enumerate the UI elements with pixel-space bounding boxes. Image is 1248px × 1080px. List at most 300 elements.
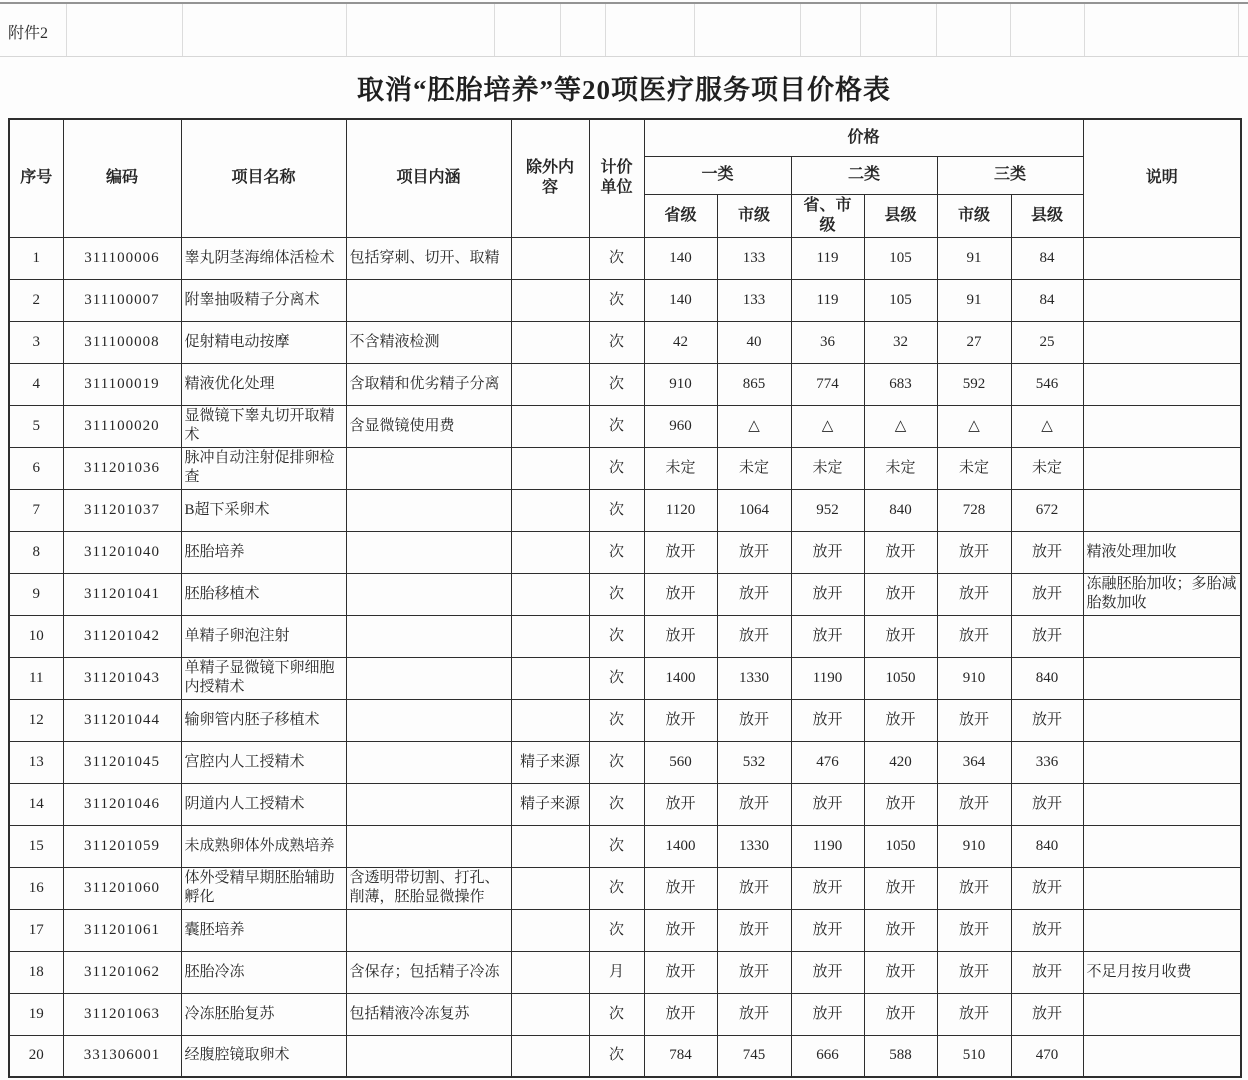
cell-price: 774 [791, 363, 864, 405]
gridline [346, 4, 347, 56]
cell-unit: 次 [589, 615, 644, 657]
cell-note [1083, 1035, 1241, 1077]
table-row [9, 447, 1241, 489]
cell-price: △ [717, 405, 791, 447]
cell-price: 40 [717, 321, 791, 363]
cell-item-name: 经腹腔镜取卵术 [181, 1035, 346, 1077]
header-class2: 二类 [791, 156, 937, 194]
cell-item-name: 未成熟卵体外成熟培养 [181, 825, 346, 867]
table-row [9, 615, 1241, 657]
cell-price: 放开 [717, 699, 791, 741]
table-row [9, 825, 1241, 867]
cell-price: 放开 [864, 531, 937, 573]
cell-serial: 10 [9, 615, 63, 657]
cell-price: 140 [644, 237, 717, 279]
table-row [9, 699, 1241, 741]
header-class1: 一类 [644, 156, 791, 194]
cell-price: 放开 [717, 909, 791, 951]
cell-price: 放开 [937, 573, 1011, 615]
cell-note: 冻融胚胎加收；多胎减胎数加收 [1083, 573, 1241, 615]
cell-price: 728 [937, 489, 1011, 531]
cell-code: 311201036 [63, 447, 181, 489]
cell-price: 546 [1011, 363, 1083, 405]
cell-price: 27 [937, 321, 1011, 363]
cell-excluded-content [511, 699, 589, 741]
cell-price: 592 [937, 363, 1011, 405]
table-body [9, 237, 1241, 1077]
cell-price: 532 [717, 741, 791, 783]
cell-serial: 2 [9, 279, 63, 321]
cell-code: 311201041 [63, 573, 181, 615]
cell-price: 未定 [791, 447, 864, 489]
cell-price: 放开 [644, 699, 717, 741]
cell-note [1083, 237, 1241, 279]
cell-price: 666 [791, 1035, 864, 1077]
cell-item-content: 含透明带切割、打孔、削薄，胚胎显微操作 [346, 867, 511, 909]
spreadsheet-top-row [0, 4, 1248, 57]
table-row [9, 363, 1241, 405]
cell-unit: 次 [589, 447, 644, 489]
cell-price: 放开 [864, 699, 937, 741]
cell-note: 精液处理加收 [1083, 531, 1241, 573]
cell-item-content: 含保存；包括精子冷冻 [346, 951, 511, 993]
cell-price: 1400 [644, 825, 717, 867]
header-notes: 说明 [1083, 119, 1241, 237]
cell-note [1083, 615, 1241, 657]
cell-price: 未定 [1011, 447, 1083, 489]
header-class2-prov-muni-label: 省、市级 [803, 196, 852, 234]
cell-price: 133 [717, 279, 791, 321]
cell-price: 25 [1011, 321, 1083, 363]
cell-price: 1050 [864, 825, 937, 867]
header-item-name: 项目名称 [181, 119, 346, 237]
cell-item-name: 阴道内人工授精术 [181, 783, 346, 825]
cell-note [1083, 363, 1241, 405]
cell-price: 放开 [717, 993, 791, 1035]
cell-price: 683 [864, 363, 937, 405]
header-class2-prov-muni [791, 194, 864, 237]
cell-serial: 6 [9, 447, 63, 489]
table-row [9, 909, 1241, 951]
cell-unit: 次 [589, 993, 644, 1035]
cell-item-content [346, 741, 511, 783]
title-band [0, 57, 1248, 118]
cell-price: 91 [937, 237, 1011, 279]
cell-item-name: 体外受精早期胚胎辅助孵化 [181, 867, 346, 909]
cell-unit: 次 [589, 573, 644, 615]
cell-price: 1064 [717, 489, 791, 531]
cell-note [1083, 279, 1241, 321]
cell-item-name: 胚胎冷冻 [181, 951, 346, 993]
header-class1-municipal: 市级 [717, 194, 791, 237]
cell-price: 放开 [644, 909, 717, 951]
cell-code: 311201059 [63, 825, 181, 867]
cell-note [1083, 825, 1241, 867]
cell-price: 放开 [717, 573, 791, 615]
cell-price: 放开 [937, 531, 1011, 573]
gridline [494, 4, 495, 56]
cell-note [1083, 867, 1241, 909]
cell-item-name: 睾丸阴茎海绵体活检术 [181, 237, 346, 279]
cell-item-name: 输卵管内胚子移植术 [181, 699, 346, 741]
cell-serial: 15 [9, 825, 63, 867]
cell-price: 放开 [937, 993, 1011, 1035]
gridline [800, 4, 801, 56]
cell-price: 1120 [644, 489, 717, 531]
cell-price: 放开 [864, 867, 937, 909]
cell-price: 放开 [644, 951, 717, 993]
header-code: 编码 [63, 119, 181, 237]
cell-price: 放开 [644, 531, 717, 573]
gridline [1084, 4, 1085, 56]
gridline [182, 4, 183, 56]
cell-item-content [346, 489, 511, 531]
cell-code: 311201042 [63, 615, 181, 657]
cell-serial: 7 [9, 489, 63, 531]
cell-unit: 次 [589, 741, 644, 783]
cell-price: 588 [864, 1035, 937, 1077]
cell-price: 840 [1011, 825, 1083, 867]
cell-note: 不足月按月收费 [1083, 951, 1241, 993]
cell-price: 放开 [791, 615, 864, 657]
cell-note [1083, 657, 1241, 699]
cell-price: 336 [1011, 741, 1083, 783]
cell-price: 放开 [1011, 783, 1083, 825]
cell-item-content [346, 573, 511, 615]
cell-code: 311100019 [63, 363, 181, 405]
gridline [560, 4, 561, 56]
cell-price: 952 [791, 489, 864, 531]
cell-item-content [346, 615, 511, 657]
cell-price: 放开 [791, 951, 864, 993]
cell-item-name: 单精子显微镜下卵细胞内授精术 [181, 657, 346, 699]
cell-excluded-content [511, 363, 589, 405]
header-row-1 [9, 119, 1241, 156]
table-row [9, 741, 1241, 783]
table-row [9, 951, 1241, 993]
cell-item-content [346, 279, 511, 321]
cell-unit: 次 [589, 321, 644, 363]
cell-price: 放开 [1011, 909, 1083, 951]
cell-code: 311201037 [63, 489, 181, 531]
page-title: 取消“胚胎培养”等20项医疗服务项目价格表 [357, 75, 891, 105]
cell-price: 476 [791, 741, 864, 783]
cell-code: 311201040 [63, 531, 181, 573]
cell-item-name: B超下采卵术 [181, 489, 346, 531]
cell-note [1083, 741, 1241, 783]
table-row [9, 993, 1241, 1035]
cell-price: 91 [937, 279, 1011, 321]
cell-code: 311100007 [63, 279, 181, 321]
cell-item-name: 囊胚培养 [181, 909, 346, 951]
cell-item-content [346, 657, 511, 699]
cell-price: 未定 [937, 447, 1011, 489]
cell-price: 1050 [864, 657, 937, 699]
cell-item-name: 胚胎移植术 [181, 573, 346, 615]
table-row [9, 237, 1241, 279]
cell-note [1083, 909, 1241, 951]
cell-price: 133 [717, 237, 791, 279]
cell-item-content: 包括穿刺、切开、取精 [346, 237, 511, 279]
cell-price: 140 [644, 279, 717, 321]
cell-code: 311100006 [63, 237, 181, 279]
cell-code: 311201063 [63, 993, 181, 1035]
cell-excluded-content: 精子来源 [511, 783, 589, 825]
cell-note [1083, 405, 1241, 447]
cell-price: 84 [1011, 279, 1083, 321]
cell-price: 放开 [1011, 573, 1083, 615]
header-excluded-content [511, 119, 589, 237]
gridline [936, 4, 937, 56]
cell-price: 910 [937, 657, 1011, 699]
cell-excluded-content [511, 1035, 589, 1077]
cell-excluded-content [511, 867, 589, 909]
cell-price: 放开 [1011, 951, 1083, 993]
table-row [9, 531, 1241, 573]
gridline [1010, 4, 1011, 56]
cell-price: 1330 [717, 825, 791, 867]
gridline [860, 4, 861, 56]
cell-price: 36 [791, 321, 864, 363]
cell-serial: 8 [9, 531, 63, 573]
cell-excluded-content [511, 237, 589, 279]
cell-price: 672 [1011, 489, 1083, 531]
cell-price: 784 [644, 1035, 717, 1077]
cell-serial: 20 [9, 1035, 63, 1077]
header-excluded-content-label: 除外内容 [525, 159, 574, 197]
cell-code: 311201045 [63, 741, 181, 783]
cell-price: 1190 [791, 825, 864, 867]
cell-unit: 次 [589, 783, 644, 825]
header-item-content: 项目内涵 [346, 119, 511, 237]
cell-price: 119 [791, 237, 864, 279]
cell-price: 1330 [717, 657, 791, 699]
cell-item-content: 含取精和优劣精子分离 [346, 363, 511, 405]
cell-note [1083, 783, 1241, 825]
cell-excluded-content [511, 657, 589, 699]
cell-price: 105 [864, 279, 937, 321]
cell-excluded-content [511, 531, 589, 573]
gridline [1238, 4, 1239, 56]
header-unit [589, 119, 644, 237]
cell-serial: 13 [9, 741, 63, 783]
cell-unit: 次 [589, 405, 644, 447]
table-row [9, 657, 1241, 699]
cell-serial: 14 [9, 783, 63, 825]
cell-price: 放开 [791, 699, 864, 741]
cell-item-content [346, 783, 511, 825]
cell-item-name: 附睾抽吸精子分离术 [181, 279, 346, 321]
cell-price: 放开 [864, 909, 937, 951]
cell-price: 840 [1011, 657, 1083, 699]
cell-excluded-content [511, 405, 589, 447]
cell-serial: 5 [9, 405, 63, 447]
cell-price: 510 [937, 1035, 1011, 1077]
cell-item-name: 脉冲自动注射促排卵检查 [181, 447, 346, 489]
cell-excluded-content [511, 825, 589, 867]
cell-excluded-content [511, 447, 589, 489]
cell-price: △ [791, 405, 864, 447]
cell-price: 放开 [644, 867, 717, 909]
cell-excluded-content [511, 489, 589, 531]
cell-price: 960 [644, 405, 717, 447]
cell-note [1083, 993, 1241, 1035]
table-row [9, 573, 1241, 615]
cell-item-content [346, 825, 511, 867]
cell-item-name: 胚胎培养 [181, 531, 346, 573]
header-class1-provincial: 省级 [644, 194, 717, 237]
cell-serial: 1 [9, 237, 63, 279]
table-row [9, 321, 1241, 363]
cell-unit: 次 [589, 237, 644, 279]
cell-price: 470 [1011, 1035, 1083, 1077]
cell-price: 放开 [791, 993, 864, 1035]
cell-code: 311201061 [63, 909, 181, 951]
header-unit-label: 计价单位 [600, 159, 633, 197]
cell-price: 放开 [937, 867, 1011, 909]
cell-excluded-content [511, 573, 589, 615]
cell-unit: 次 [589, 1035, 644, 1077]
cell-excluded-content [511, 909, 589, 951]
table-row [9, 783, 1241, 825]
cell-code: 331306001 [63, 1035, 181, 1077]
gridline [66, 4, 67, 56]
cell-serial: 19 [9, 993, 63, 1035]
cell-code: 311100008 [63, 321, 181, 363]
cell-item-name: 促射精电动按摩 [181, 321, 346, 363]
cell-serial: 9 [9, 573, 63, 615]
cell-price: 未定 [644, 447, 717, 489]
price-table [8, 118, 1242, 1078]
cell-unit: 次 [589, 489, 644, 531]
cell-item-name: 显微镜下睾丸切开取精术 [181, 405, 346, 447]
cell-price: 560 [644, 741, 717, 783]
cell-price: 放开 [644, 993, 717, 1035]
table-row [9, 405, 1241, 447]
cell-price: 放开 [717, 951, 791, 993]
table-row [9, 1035, 1241, 1077]
cell-price: 放开 [1011, 993, 1083, 1035]
cell-code: 311201043 [63, 657, 181, 699]
gridline [694, 4, 695, 56]
cell-price: △ [1011, 405, 1083, 447]
cell-unit: 次 [589, 279, 644, 321]
cell-serial: 16 [9, 867, 63, 909]
cell-excluded-content [511, 279, 589, 321]
header-serial: 序号 [9, 119, 63, 237]
cell-price: 放开 [937, 615, 1011, 657]
cell-price: 放开 [937, 951, 1011, 993]
table-row [9, 279, 1241, 321]
cell-price: 放开 [717, 867, 791, 909]
cell-price: 放开 [791, 867, 864, 909]
cell-price: 放开 [717, 615, 791, 657]
cell-price: 910 [937, 825, 1011, 867]
cell-unit: 次 [589, 657, 644, 699]
cell-excluded-content [511, 993, 589, 1035]
cell-price: 放开 [937, 699, 1011, 741]
cell-price: 32 [864, 321, 937, 363]
cell-item-content [346, 447, 511, 489]
cell-price: △ [864, 405, 937, 447]
header-class2-county: 县级 [864, 194, 937, 237]
cell-price: 放开 [864, 993, 937, 1035]
cell-price: 1400 [644, 657, 717, 699]
cell-item-content: 包括精液冷冻复苏 [346, 993, 511, 1035]
cell-price: 放开 [937, 783, 1011, 825]
cell-price: 放开 [1011, 531, 1083, 573]
attachment-label: 附件2 [8, 25, 49, 42]
cell-price: 1190 [791, 657, 864, 699]
cell-note [1083, 699, 1241, 741]
cell-price: 420 [864, 741, 937, 783]
cell-serial: 11 [9, 657, 63, 699]
table-row [9, 489, 1241, 531]
cell-price: 84 [1011, 237, 1083, 279]
cell-price: 42 [644, 321, 717, 363]
cell-price: 未定 [864, 447, 937, 489]
cell-unit: 次 [589, 363, 644, 405]
cell-serial: 4 [9, 363, 63, 405]
cell-price: 910 [644, 363, 717, 405]
cell-price: 放开 [1011, 615, 1083, 657]
cell-price: 放开 [644, 615, 717, 657]
cell-excluded-content [511, 321, 589, 363]
cell-item-content [346, 909, 511, 951]
cell-excluded-content: 精子来源 [511, 741, 589, 783]
header-class3-county: 县级 [1011, 194, 1083, 237]
cell-item-name: 单精子卵泡注射 [181, 615, 346, 657]
cell-price: 放开 [864, 783, 937, 825]
cell-code: 311100020 [63, 405, 181, 447]
cell-serial: 12 [9, 699, 63, 741]
header-price: 价格 [644, 119, 1083, 156]
cell-unit: 次 [589, 867, 644, 909]
cell-item-name: 宫腔内人工授精术 [181, 741, 346, 783]
cell-price: △ [937, 405, 1011, 447]
cell-price: 105 [864, 237, 937, 279]
cell-item-content [346, 699, 511, 741]
cell-note [1083, 447, 1241, 489]
cell-price: 364 [937, 741, 1011, 783]
header-class3: 三类 [937, 156, 1083, 194]
header-class3-municipal: 市级 [937, 194, 1011, 237]
cell-price: 放开 [1011, 867, 1083, 909]
cell-item-content: 含显微镜使用费 [346, 405, 511, 447]
cell-note [1083, 321, 1241, 363]
cell-unit: 次 [589, 825, 644, 867]
cell-item-content [346, 531, 511, 573]
cell-item-content: 不含精液检测 [346, 321, 511, 363]
cell-price: 放开 [864, 615, 937, 657]
cell-code: 311201062 [63, 951, 181, 993]
table-row [9, 867, 1241, 909]
cell-item-name: 精液优化处理 [181, 363, 346, 405]
cell-item-name: 冷冻胚胎复苏 [181, 993, 346, 1035]
cell-price: 865 [717, 363, 791, 405]
cell-price: 840 [864, 489, 937, 531]
cell-price: 745 [717, 1035, 791, 1077]
cell-price: 放开 [864, 951, 937, 993]
cell-price: 放开 [644, 783, 717, 825]
cell-price: 放开 [717, 531, 791, 573]
cell-code: 311201046 [63, 783, 181, 825]
cell-price: 放开 [791, 573, 864, 615]
cell-price: 放开 [791, 531, 864, 573]
cell-code: 311201060 [63, 867, 181, 909]
cell-price: 放开 [791, 909, 864, 951]
cell-price: 放开 [791, 783, 864, 825]
